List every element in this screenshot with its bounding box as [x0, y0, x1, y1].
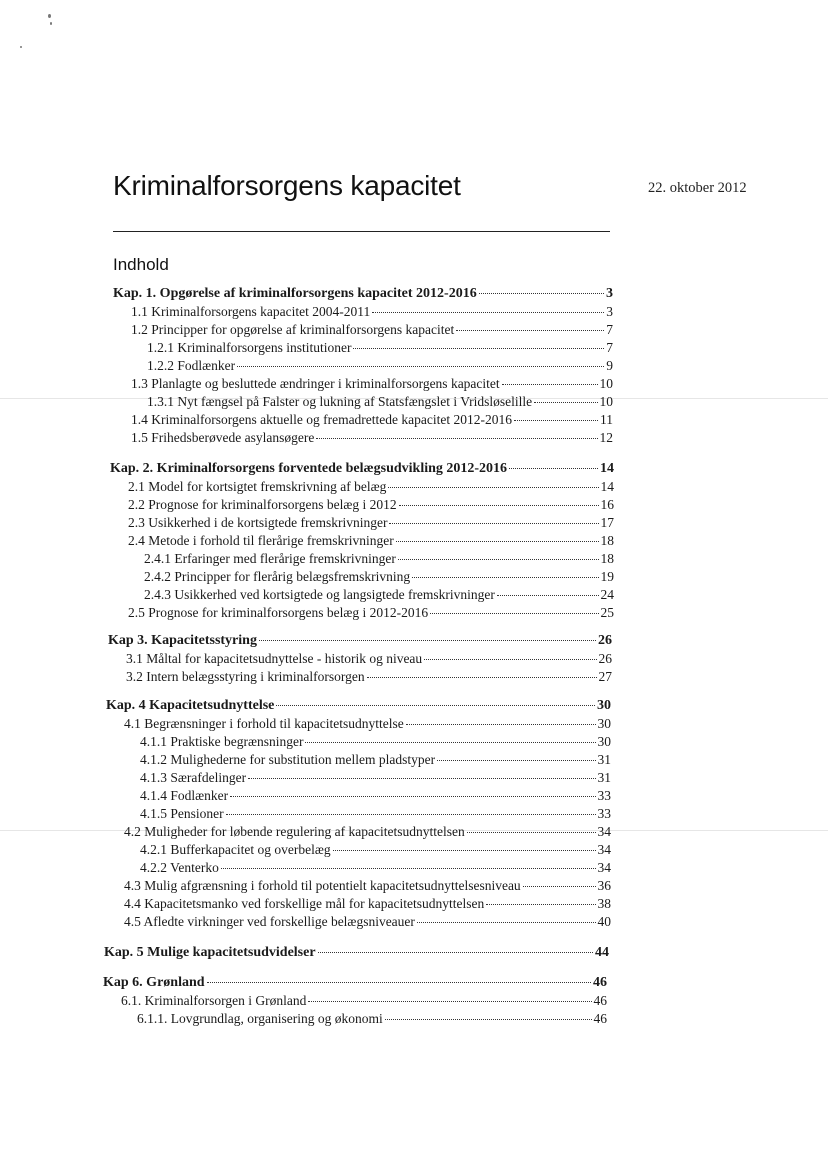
toc-chapter-entry[interactable] [104, 944, 609, 961]
toc-dot-leader [388, 487, 598, 488]
toc-dot-leader [497, 595, 599, 596]
toc-page-number: 34 [597, 824, 611, 839]
toc-entry-title: 4.5 Afledte virkninger ved forskellige belægsniveauer [124, 914, 415, 929]
toc-section-entry[interactable] [137, 1010, 607, 1027]
toc-entry-title: 4.2 Muligheder for løbende regulering af kapacitetsudnyttelsen [124, 824, 465, 839]
toc-dot-leader [308, 1001, 591, 1002]
toc-dot-leader [456, 330, 604, 331]
toc-section-entry[interactable] [124, 823, 611, 840]
toc-section-entry[interactable] [124, 913, 611, 930]
toc-section-entry[interactable] [140, 751, 611, 768]
toc-chapter-entry[interactable] [110, 460, 614, 477]
toc-dot-leader [523, 886, 596, 887]
toc-page-number: 3 [606, 304, 613, 319]
toc-page-number: 33 [597, 788, 611, 803]
scan-speck [48, 14, 51, 18]
toc-dot-leader [417, 922, 596, 923]
toc-page-number: 16 [600, 497, 614, 512]
toc-entry-title: 4.2.2 Venterko [140, 860, 219, 875]
toc-dot-leader [318, 952, 593, 953]
toc-entry-title: 2.4.3 Usikkerhed ved kortsigtede og langsigtede fremskrivninger [144, 587, 495, 602]
toc-page-number: 34 [597, 842, 611, 857]
document-date: 22. oktober 2012 [648, 180, 747, 196]
toc-page-number: 12 [599, 430, 613, 445]
document-title: Kriminalforsorgens kapacitet [113, 170, 461, 201]
toc-dot-leader [259, 640, 596, 641]
toc-entry-title: 2.2 Prognose for kriminalforsorgens belæg i 2012 [128, 497, 397, 512]
toc-dot-leader [385, 1019, 592, 1020]
toc-dot-leader [226, 814, 596, 815]
toc-dot-leader [372, 312, 604, 313]
toc-section-entry[interactable] [131, 303, 613, 320]
toc-chapter-entry[interactable] [103, 974, 607, 991]
toc-entry-title: 4.1.1 Praktiske begrænsninger [140, 734, 304, 749]
toc-entry-title: 1.5 Frihedsberøvede asylansøgere [131, 430, 315, 445]
scan-speck [50, 22, 52, 25]
toc-entry-title: 3.1 Måltal for kapacitetsudnyttelse - historik og niveau [126, 651, 423, 666]
title-divider [113, 231, 610, 232]
toc-page-number: 44 [595, 945, 609, 960]
toc-entry-title: 2.1 Model for kortsigtet fremskrivning af belæg [128, 479, 387, 494]
toc-page-number: 46 [593, 1011, 607, 1026]
toc-dot-leader [467, 832, 596, 833]
toc-section-entry[interactable] [124, 877, 611, 894]
toc-dot-leader [479, 293, 604, 294]
toc-dot-leader [534, 402, 597, 403]
toc-dot-leader [237, 366, 604, 367]
toc-chapter-entry[interactable] [106, 697, 611, 714]
toc-entry-title: Kap 6. Grønland [103, 975, 205, 990]
toc-section-entry[interactable] [147, 339, 613, 356]
toc-section-entry[interactable] [124, 715, 611, 732]
toc-dot-leader [514, 420, 598, 421]
toc-section-entry[interactable] [131, 411, 613, 428]
toc-dot-leader [333, 850, 596, 851]
toc-dot-leader [502, 384, 598, 385]
toc-dot-leader [486, 904, 595, 905]
toc-page-number: 36 [597, 878, 611, 893]
toc-page-number: 14 [600, 461, 614, 476]
toc-dot-leader [248, 778, 595, 779]
toc-page-number: 31 [597, 770, 611, 785]
toc-chapter-entry[interactable] [108, 632, 612, 649]
scan-speck [20, 46, 22, 48]
toc-page-number: 31 [597, 752, 611, 767]
toc-entry-title: 2.4.1 Erfaringer med flerårige fremskrivninger [144, 551, 396, 566]
toc-section-entry[interactable] [131, 321, 613, 338]
toc-page-number: 10 [599, 376, 613, 391]
toc-entry-title: 1.2 Principper for opgørelse af kriminalforsorgens kapacitet [131, 322, 455, 337]
toc-section-entry[interactable] [128, 478, 614, 495]
toc-page-number: 25 [600, 605, 614, 620]
toc-dot-leader [207, 982, 591, 983]
toc-dot-leader [509, 468, 598, 469]
toc-heading: Indhold [113, 255, 169, 274]
toc-dot-leader [389, 523, 598, 524]
toc-entry-title: 6.1. Kriminalforsorgen i Grønland [121, 993, 307, 1008]
toc-entry-title: 4.1 Begrænsninger i forhold til kapacitetsudnyttelse [124, 716, 404, 731]
toc-section-entry[interactable] [140, 787, 611, 804]
toc-entry-title: 4.1.4 Fodlænker [140, 788, 229, 803]
toc-section-entry[interactable] [144, 586, 614, 603]
toc-section-entry[interactable] [140, 841, 611, 858]
toc-section-entry[interactable] [128, 604, 614, 621]
toc-page-number: 7 [606, 340, 613, 355]
toc-page-number: 11 [600, 412, 613, 427]
toc-section-entry[interactable] [140, 733, 611, 750]
toc-dot-leader [316, 438, 597, 439]
toc-entry-title: Kap. 2. Kriminalforsorgens forventede belægsudvikling 2012-2016 [110, 461, 508, 476]
toc-entry-title: 4.3 Mulig afgrænsning i forhold til potentielt kapacitetsudnyttelsesniveau [124, 878, 521, 893]
toc-page-number: 7 [606, 322, 613, 337]
toc-entry-title: 1.3.1 Nyt fængsel på Falster og lukning af Statsfængslet i Vridsløselille [147, 394, 533, 409]
toc-page-number: 17 [600, 515, 614, 530]
toc-page-number: 19 [600, 569, 614, 584]
toc-entry-title: 1.1 Kriminalforsorgens kapacitet 2004-2011 [131, 304, 371, 319]
toc-section-entry[interactable] [128, 532, 614, 549]
toc-entry-title: 6.1.1. Lovgrundlag, organisering og økonomi [137, 1011, 383, 1026]
toc-entry-title: 4.2.1 Bufferkapacitet og overbelæg [140, 842, 331, 857]
toc-dot-leader [353, 348, 604, 349]
toc-dot-leader [305, 742, 595, 743]
toc-section-entry[interactable] [140, 769, 611, 786]
toc-entry-title: Kap. 1. Opgørelse af kriminalforsorgens kapacitet 2012-2016 [113, 286, 477, 301]
toc-section-entry[interactable] [144, 550, 614, 567]
toc-dot-leader [396, 541, 599, 542]
toc-dot-leader [276, 705, 595, 706]
toc-dot-leader [412, 577, 598, 578]
toc-entry-title: 3.2 Intern belægsstyring i kriminalforsorgen [126, 669, 365, 684]
toc-section-entry[interactable] [147, 357, 613, 374]
toc-dot-leader [230, 796, 595, 797]
toc-section-entry[interactable] [128, 514, 614, 531]
toc-section-entry[interactable] [147, 393, 613, 410]
toc-entry-title: 2.4 Metode i forhold til flerårige fremskrivninger [128, 533, 394, 548]
toc-page-number: 46 [593, 993, 607, 1008]
toc-chapter-entry[interactable] [113, 285, 613, 302]
toc-page-number: 9 [606, 358, 613, 373]
toc-section-entry[interactable] [121, 992, 607, 1009]
toc-page-number: 18 [600, 551, 614, 566]
toc-entry-title: 1.2.2 Fodlænker [147, 358, 236, 373]
toc-section-entry[interactable] [140, 859, 611, 876]
toc-entry-title: 4.1.3 Særafdelinger [140, 770, 247, 785]
toc-section-entry[interactable] [124, 895, 611, 912]
toc-page-number: 26 [598, 633, 612, 648]
toc-entry-title: 4.4 Kapacitetsmanko ved forskellige mål for kapacitetsudnyttelsen [124, 896, 485, 911]
toc-section-entry[interactable] [126, 668, 612, 685]
toc-dot-leader [406, 724, 596, 725]
toc-page-number: 27 [598, 669, 612, 684]
toc-section-entry[interactable] [140, 805, 611, 822]
toc-entry-title: 2.3 Usikkerhed i de kortsigtede fremskrivninger [128, 515, 388, 530]
toc-dot-leader [221, 868, 596, 869]
toc-page-number: 18 [600, 533, 614, 548]
toc-page-number: 30 [597, 698, 611, 713]
toc-section-entry[interactable] [128, 496, 614, 513]
toc-page-number: 34 [597, 860, 611, 875]
toc-page-number: 38 [597, 896, 611, 911]
toc-entry-title: 1.3 Planlagte og besluttede ændringer i kriminalforsorgens kapacitet [131, 376, 500, 391]
toc-dot-leader [424, 659, 596, 660]
toc-page-number: 3 [606, 286, 613, 301]
toc-dot-leader [399, 505, 599, 506]
toc-page-number: 30 [597, 716, 611, 731]
toc-page-number: 33 [597, 806, 611, 821]
toc-entry-title: Kap. 4 Kapacitetsudnyttelse [106, 698, 275, 713]
toc-section-entry[interactable] [144, 568, 614, 585]
toc-entry-title: Kap. 5 Mulige kapacitetsudvidelser [104, 945, 316, 960]
toc-page-number: 46 [593, 975, 607, 990]
toc-page-number: 10 [599, 394, 613, 409]
toc-dot-leader [398, 559, 599, 560]
toc-entry-title: 2.4.2 Principper for flerårig belægsfremskrivning [144, 569, 411, 584]
toc-entry-title: 4.1.2 Mulighederne for substitution mellem pladstyper [140, 752, 436, 767]
toc-section-entry[interactable] [131, 375, 613, 392]
toc-entry-title: 2.5 Prognose for kriminalforsorgens belæg i 2012-2016 [128, 605, 429, 620]
toc-page-number: 14 [600, 479, 614, 494]
toc-page-number: 24 [600, 587, 614, 602]
toc-section-entry[interactable] [126, 650, 612, 667]
toc-dot-leader [437, 760, 595, 761]
toc-page-number: 30 [597, 734, 611, 749]
toc-entry-title: 1.4 Kriminalforsorgens aktuelle og fremadrettede kapacitet 2012-2016 [131, 412, 512, 427]
toc-dot-leader [367, 677, 597, 678]
toc-dot-leader [430, 613, 598, 614]
toc-section-entry[interactable] [131, 429, 613, 446]
toc-entry-title: Kap 3. Kapacitetsstyring [108, 633, 257, 648]
toc-page-number: 40 [597, 914, 611, 929]
toc-entry-title: 4.1.5 Pensioner [140, 806, 224, 821]
toc-entry-title: 1.2.1 Kriminalforsorgens institutioner [147, 340, 352, 355]
toc-page-number: 26 [598, 651, 612, 666]
